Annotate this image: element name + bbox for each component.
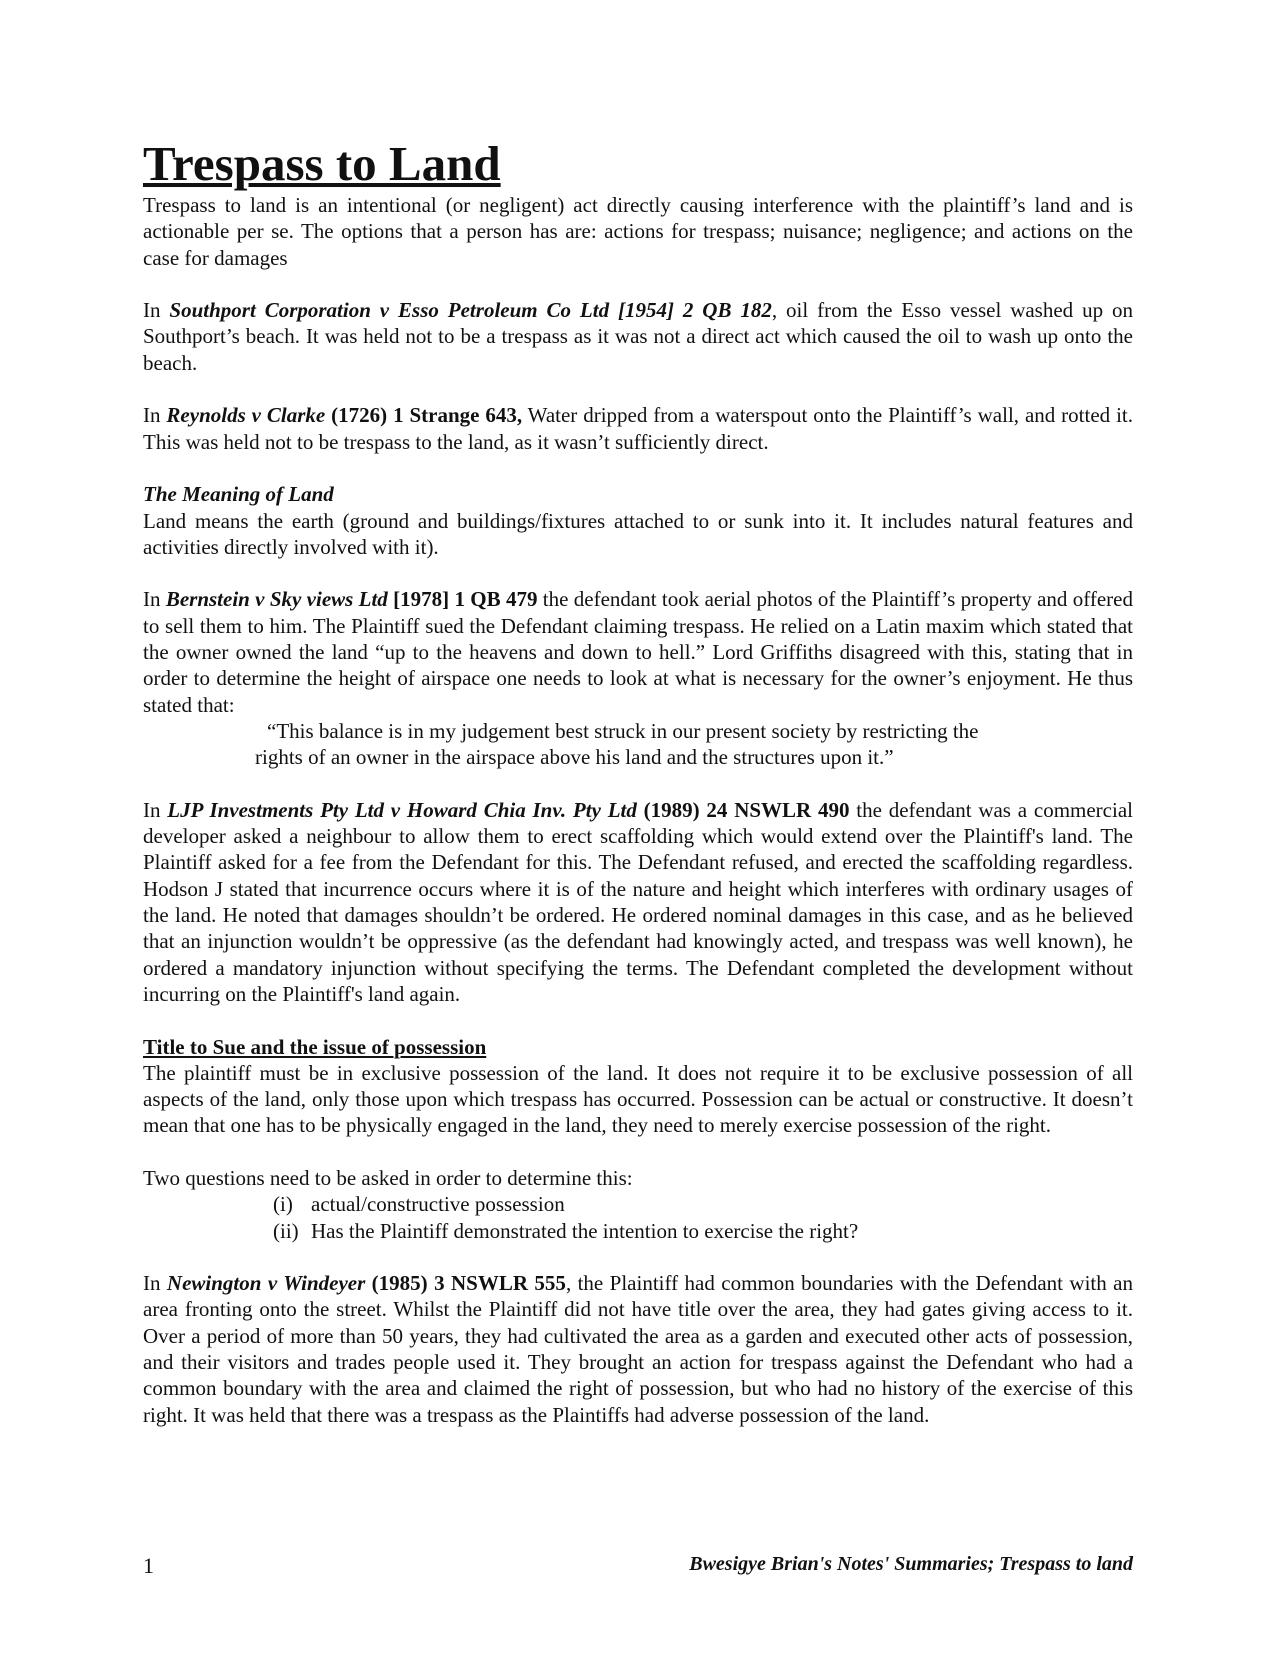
case-citation: (1726) 1 Strange 643, (325, 403, 523, 428)
case-name: Reynolds v Clarke (166, 403, 326, 428)
case-citation: (1989) 24 NSWLR 490 (636, 797, 850, 822)
footer-text: Bwesigye Brian's Notes' Summaries; Trespass to land (689, 1553, 1133, 1575)
meaning-paragraph: Land means the earth (ground and buildings/fixtures attached to or sunk into it. It includes natural features and activities directly involved with it). (143, 508, 1133, 559)
case-text: Water dripped from a waterspout onto the Plaintiff’s wall, and rotted it. This was held not to be trespass to the land, as it wasn’t sufficiently direct. (143, 403, 1134, 454)
page-number: 1 (143, 1553, 154, 1578)
list-item (143, 1218, 1133, 1244)
reynolds-paragraph (143, 402, 1133, 455)
intro-paragraph: Trespass to land is an intentional (or negligent) act directly causing interference with the plaintiff’s land and is actionable per se. The options that a person has are: actions for trespass; nuisance; negligence; and actions on the case for damages (143, 193, 1133, 270)
case-name: Southport Corporation v Esso Petroleum Co Ltd [1954] 2 QB 182 (169, 298, 772, 323)
list-item-number: (i) (273, 1192, 293, 1217)
list-item-text: actual/constructive possession (311, 1192, 565, 1217)
block-quote (255, 718, 1075, 771)
document-page (143, 136, 1133, 1428)
list-item (143, 1191, 1133, 1217)
case-text: , oil from the Esso vessel washed up on Southport’s beach. It was held not to be a trespass as it was not a direct act which caused the oil to wash up onto the beach. (143, 298, 1133, 375)
prefix: In (143, 797, 168, 822)
case-citation: (1985) 3 NSWLR 555 (365, 1271, 566, 1296)
quote-line-1: “This balance is in my judgement best struck in our present society by restricting the (267, 718, 979, 743)
title-to-sue-heading: Title to Sue and the issue of possession (143, 1034, 487, 1059)
case-text: , the Plaintiff had common boundaries with the Defendant with an area fronting onto the street. Whilst the Plaintiff did not have title over the area, they had gates giving access to it. Over a period of more than 50 years, they had cultivated the area as a garden and executed other acts of possession, and their visitors and trades people used it. They brought an action for trespass against the Defendant who had a common boundary with the area and claimed the right of possession, but who had no history of the exercise of this right. It was held that there was a trespass as the Plaintiffs had adverse possession of the land. (143, 1271, 1133, 1427)
title-to-sue-paragraph: The plaintiff must be in exclusive possession of the land. It does not require it to be exclusive possession of all aspects of the land, only those upon which trespass has occurred. Possession can be actual or constructive. It doesn’t mean that one has to be physically engaged in the land, they need to merely exercise possession of the right. (143, 1060, 1133, 1138)
case-name: Newington v Windeyer (166, 1271, 366, 1296)
page-title: Trespass to Land (143, 136, 501, 191)
case-name: LJP Investments Pty Ltd v Howard Chia Inv. Pty Ltd (167, 797, 637, 822)
case-text: the defendant took aerial photos of the Plaintiff’s property and offered to sell them to him. The Plaintiff sued the Defendant claiming trespass. He relied on a Latin maxim which stated that the owner owned the land “up to the heavens and down to hell.” Lord Griffiths disagreed with this, stating that in order to determine the height of airspace one needs to look at what is necessary for the owner’s enjoyment. He thus stated that: (143, 587, 1133, 717)
case-name: Bernstein v Sky views Ltd (165, 587, 388, 612)
newington-paragraph (143, 1270, 1133, 1428)
case-text: the defendant was a commercial developer asked a neighbour to allow them to erect scaffolding which would extend over the Plaintiff's land. The Plaintiff asked for a fee from the Defendant for this. The Defendant refused, and erected the scaffolding regardless. Hodson J stated that incurrence occurs where it is of the nature and height which interferes with ordinary usages of the land. He noted that damages shouldn’t be ordered. He ordered nominal damages in this case, and as he believed that an injunction wouldn’t be oppressive (as the defendant had knowingly acted, and trespass was well known), he ordered a mandatory injunction without specifying the terms. The Defendant completed the development without incurring on the Plaintiff's land again. (143, 797, 1133, 1006)
prefix: In (143, 403, 167, 428)
bernstein-paragraph (143, 586, 1133, 717)
southport-paragraph (143, 297, 1133, 376)
prefix: In (143, 1271, 167, 1296)
list-item-number: (ii) (273, 1218, 299, 1243)
ljp-paragraph (143, 797, 1133, 1007)
questions-intro: Two questions need to be asked in order to determine this: (143, 1165, 633, 1190)
meaning-heading: The Meaning of Land (143, 482, 334, 507)
quote-line-2: rights of an owner in the airspace above his land and the structures upon it.” (255, 745, 894, 770)
questions-list (143, 1191, 1133, 1244)
prefix: In (143, 298, 170, 323)
prefix: In (143, 587, 166, 612)
case-citation: [1978] 1 QB 479 (387, 587, 538, 612)
list-item-text: Has the Plaintiff demonstrated the intention to exercise the right? (311, 1218, 859, 1243)
